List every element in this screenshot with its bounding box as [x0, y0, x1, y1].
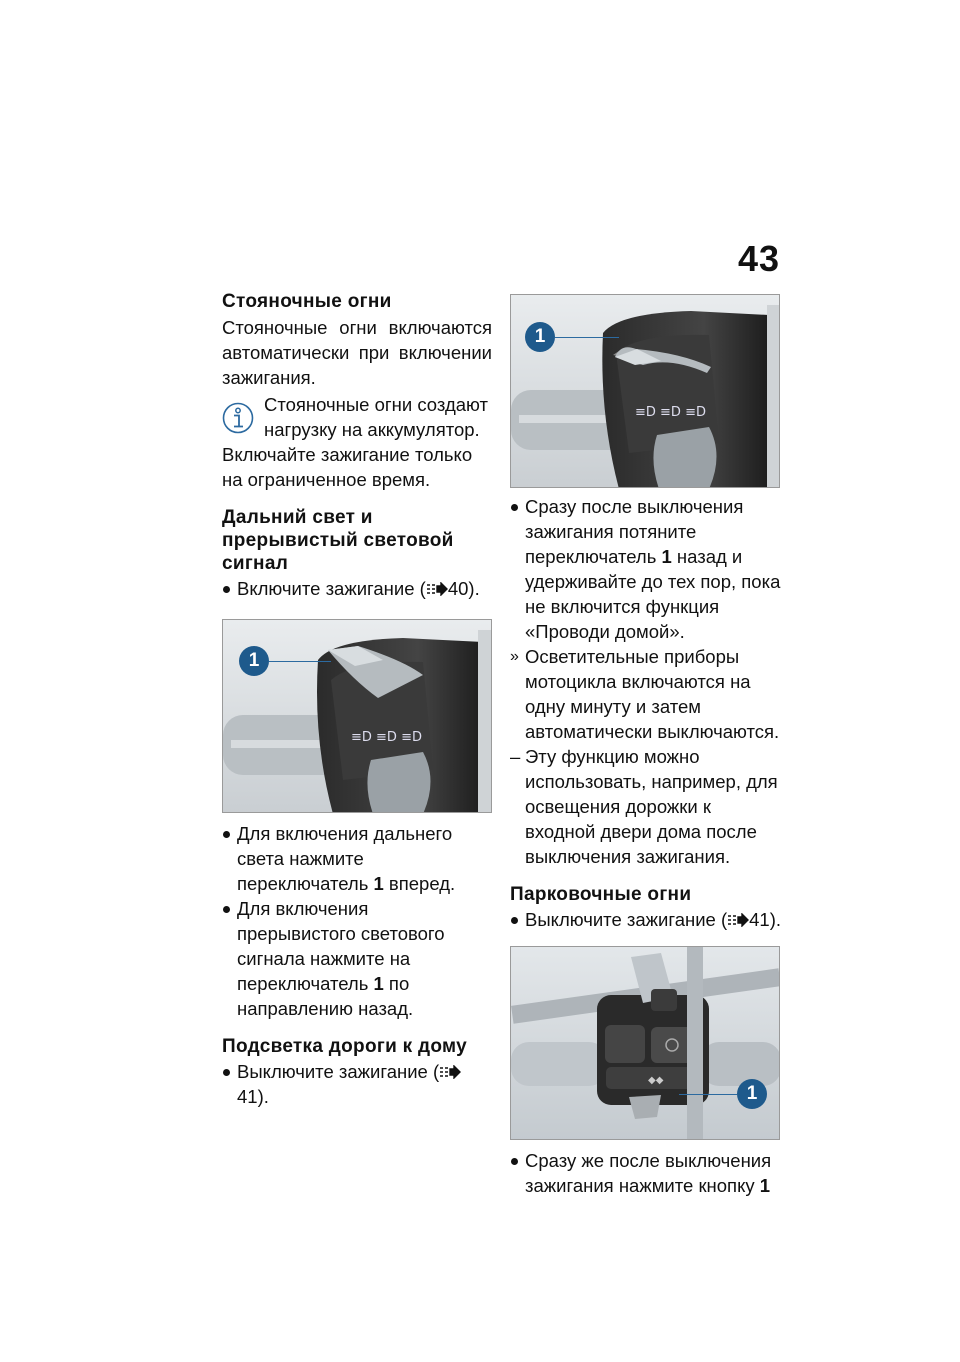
section-title-home-light: Подсветка дороги к дому: [222, 1036, 468, 1057]
figure-home-light-switch: [510, 294, 780, 488]
figure-high-beam-switch: [222, 619, 492, 813]
callout-1: 1: [239, 646, 269, 676]
step-high-beam: Для включения дальнего света нажмите переключатель 1 вперед.: [237, 823, 456, 894]
info-note: [222, 392, 492, 442]
step-ignition-off: Выключите зажигание (41).: [222, 1059, 492, 1109]
note-marker: –: [510, 746, 521, 767]
callout-1: 1: [525, 322, 555, 352]
step-pull-switch: Сразу после выключения зажигания потяните переключатель 1 назад и удерживайте до тех пор, пока не включится функция «Проводи домой».: [525, 496, 781, 642]
page-reference-41[interactable]: 41: [237, 1086, 258, 1107]
page-reference-40[interactable]: 40: [447, 578, 469, 599]
section-title-parking: Парковочные огни: [510, 884, 692, 905]
page-reference-arrow-icon: [727, 913, 749, 927]
step-park-ignition-off: Выключите зажигание ( 41).: [525, 909, 782, 930]
callout-1: 1: [737, 1079, 767, 1109]
figure-parking-button: [510, 946, 780, 1140]
callout-leader-line: [269, 661, 331, 662]
note-text: – Эту функцию можно использовать, например, для освещения дорожки к входной двери дома после выключения зажигания.: [510, 746, 778, 867]
result-marker: »: [510, 648, 519, 665]
svg-text:≡D ≡D ≡D: ≡D ≡D ≡D: [635, 405, 706, 420]
page-reference-41[interactable]: 41: [749, 909, 770, 930]
parking-lights-text: Стояночные огни включаются автоматически при включении зажигания.: [222, 317, 492, 388]
callout-leader-line: [555, 337, 619, 338]
info-text: Стояночные огни создают нагрузку на аккумулятор.: [264, 394, 488, 440]
info-follow-text: Включайте зажигание только на ограниченное время.: [222, 444, 473, 490]
page-reference-arrow-icon: [439, 1065, 461, 1079]
step-flash: Для включения прерывистого светового сигнала нажмите на переключатель 1 по направлению назад.: [237, 898, 445, 1019]
result-text: » Осветительные приборы мотоцикла включаются на одну минуту и затем автоматически выключаются.: [510, 646, 780, 742]
button-illustration: [511, 947, 780, 1140]
right-column: [510, 294, 782, 1198]
page-reference-arrow-icon: [426, 582, 448, 596]
left-column: [222, 290, 492, 1109]
callout-leader-line: [679, 1094, 737, 1095]
page-number: 43: [737, 238, 780, 279]
svg-text:≡D ≡D ≡D: ≡D ≡D ≡D: [351, 730, 422, 745]
section-title-parking-lights: Стояночные огни: [222, 291, 392, 312]
info-icon: [222, 402, 254, 434]
switch-illustration: [511, 295, 780, 488]
step-ignition-on: Включите зажигание ( 40).: [237, 578, 480, 599]
section-title-high-beam: Дальний свет и прерывистый световой сигнал: [222, 507, 454, 574]
step-park-press-button: Сразу же после выключения зажигания нажмите кнопку 1: [525, 1150, 772, 1196]
svg-text:◆◆: ◆◆: [648, 1075, 664, 1086]
